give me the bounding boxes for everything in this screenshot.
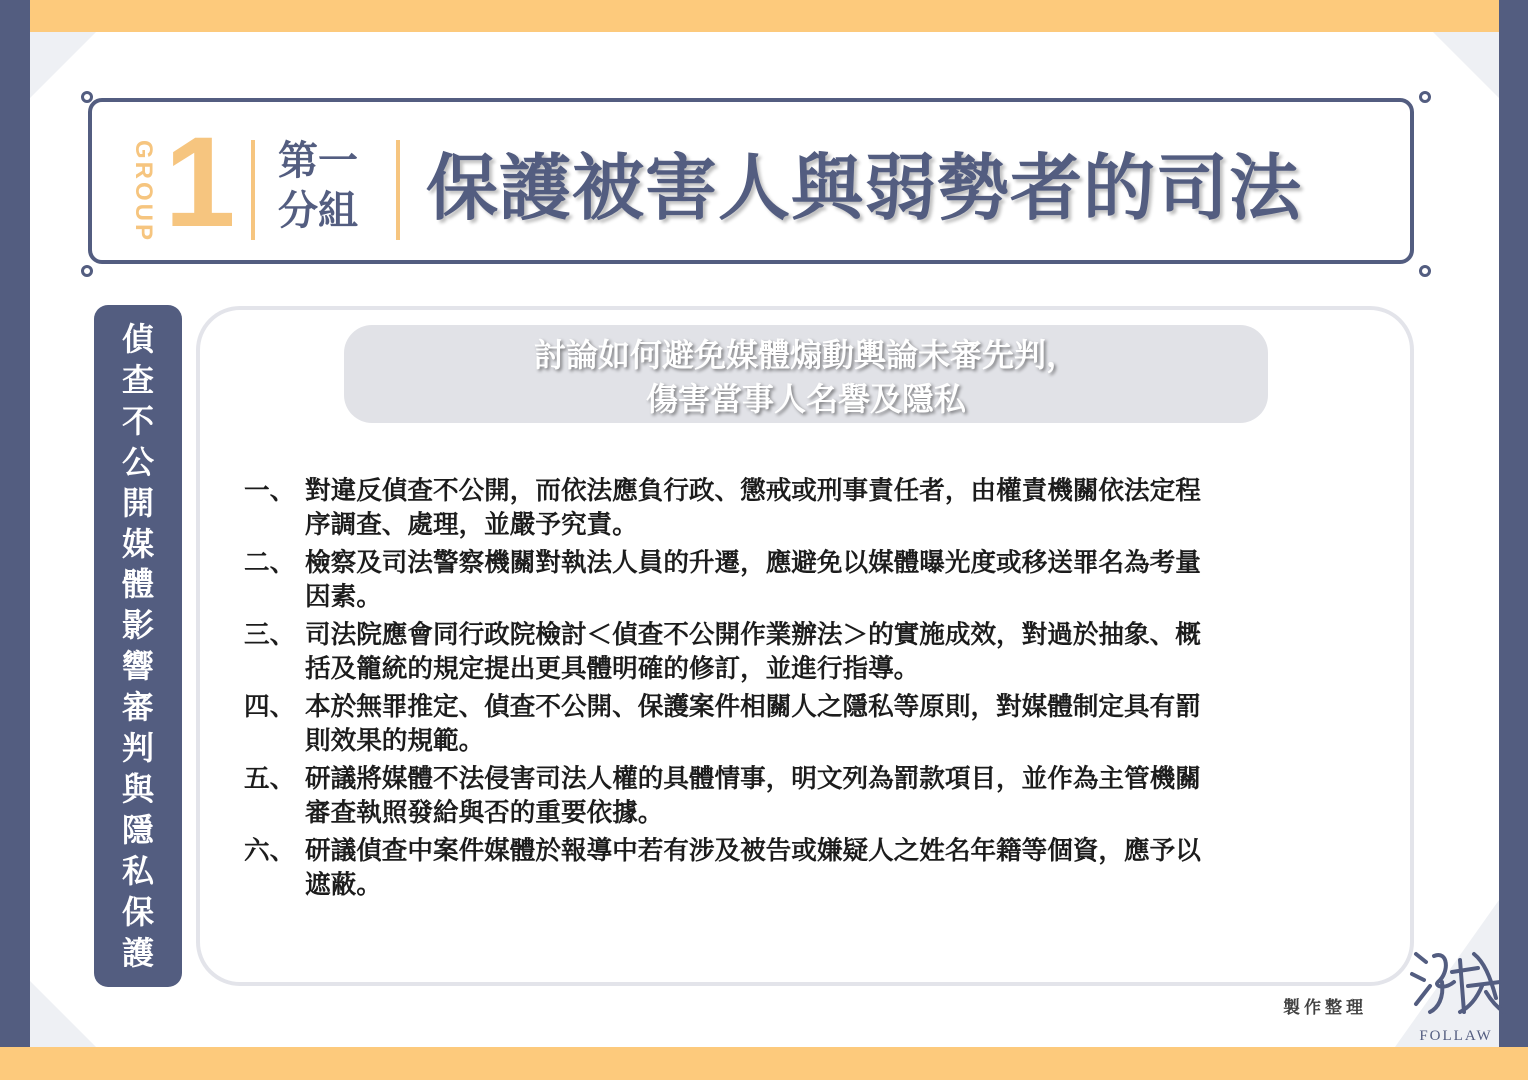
vertical-topic-title (94, 319, 182, 974)
list-item-line: 括及籠統的規定提出更具體明確的修訂，並進行指導。 (305, 654, 920, 684)
credit-label: 製作整理 (1283, 998, 1367, 1018)
vertical-title-char: 保 (121, 892, 154, 931)
list-item-line: 審查執照發給與否的重要依據。 (305, 798, 664, 828)
group-label: GROUP (130, 140, 157, 244)
list-item-line: 對違反偵查不公開，而依法應負行政、懲戒或刑事責任者，由權責機關依法定程 (305, 476, 1201, 506)
list-item-text (305, 546, 1365, 614)
list-item-text (305, 834, 1365, 902)
corner-fold-top-right (1433, 32, 1499, 98)
divider-bar (251, 140, 255, 240)
group-name-line-1: 第一 (278, 138, 358, 184)
group-name-line-2: 分組 (278, 188, 358, 234)
list-item-text (305, 474, 1365, 542)
topic-line-2: 傷害當事人名譽及隱私 (645, 380, 966, 418)
list-item-number: 二、 (244, 548, 296, 578)
frame-dot-top-left (81, 91, 93, 103)
vertical-title-char: 護 (121, 933, 154, 972)
vertical-title-char: 偵 (121, 320, 154, 358)
list-item-number: 四、 (244, 692, 296, 722)
vertical-title-char: 影 (121, 606, 154, 645)
vertical-title-char: 體 (121, 565, 154, 604)
vertical-title-char: 查 (121, 360, 154, 399)
vertical-title-char: 與 (121, 769, 154, 808)
top-accent-band (0, 0, 1528, 32)
list-item-text (305, 618, 1365, 686)
divider-bar (396, 140, 400, 240)
corner-fold-top-left (30, 32, 96, 98)
right-side-band (1499, 0, 1528, 1080)
list-item-number: 一、 (244, 476, 296, 506)
list-item-number: 三、 (244, 620, 296, 650)
follaw-logo (1404, 942, 1508, 1046)
vertical-title-char: 公 (121, 442, 154, 481)
list-item-line: 研議將媒體不法侵害司法人權的具體情事，明文列為罰款項目，並作為主管機關 (305, 764, 1201, 794)
left-side-band (0, 0, 30, 1080)
vertical-title-char: 媒 (121, 524, 154, 563)
vertical-title-char: 不 (121, 401, 154, 440)
page-title: 保護被害人與弱勢者的司法 (426, 146, 1303, 230)
list-item-line: 因素。 (305, 582, 382, 612)
vertical-title-char: 審 (121, 688, 154, 727)
list-item-line: 序調查、處理，並嚴予究責。 (305, 510, 638, 540)
bottom-accent-band (0, 1047, 1528, 1080)
frame-dot-bottom-left (81, 265, 93, 277)
vertical-topic-tab (94, 305, 182, 987)
group-number: 1 (164, 111, 236, 254)
group-name (278, 136, 378, 236)
list-item-line: 遮蔽。 (305, 870, 382, 900)
topic-box (344, 325, 1268, 423)
logo-text: FOLLAW (1419, 1028, 1493, 1044)
list-item-line: 本於無罪推定、偵查不公開、保護案件相關人之隱私等原則，對媒體制定具有罰 (305, 692, 1201, 722)
list-item-text (305, 762, 1365, 830)
corner-fold-bottom-left (30, 981, 96, 1047)
frame-dot-bottom-right (1419, 265, 1431, 277)
vertical-title-char: 開 (121, 483, 154, 522)
logo-mark (1404, 942, 1508, 1046)
vertical-title-char: 私 (121, 851, 154, 890)
vertical-title-char: 判 (121, 729, 154, 768)
list-item-line: 則效果的規範。 (305, 726, 485, 756)
topic-line-1: 討論如何避免媒體煽動輿論未審先判， (533, 336, 1078, 374)
list-item-line: 檢察及司法警察機關對執法人員的升遷，應避免以媒體曝光度或移送罪名為考量 (305, 548, 1201, 578)
list-item-line: 司法院應會同行政院檢討＜偵查不公開作業辦法＞的實施成效，對過於抽象、概 (305, 620, 1201, 650)
vertical-title-char: 隱 (121, 810, 154, 849)
list-item-text (305, 690, 1365, 758)
frame-dot-top-right (1419, 91, 1431, 103)
vertical-title-char: 響 (121, 647, 154, 686)
list-item-line: 研議偵查中案件媒體於報導中若有涉及被告或嫌疑人之姓名年籍等個資，應予以 (305, 836, 1201, 866)
list-item-number: 六、 (244, 836, 296, 866)
list-item-number: 五、 (244, 764, 296, 794)
